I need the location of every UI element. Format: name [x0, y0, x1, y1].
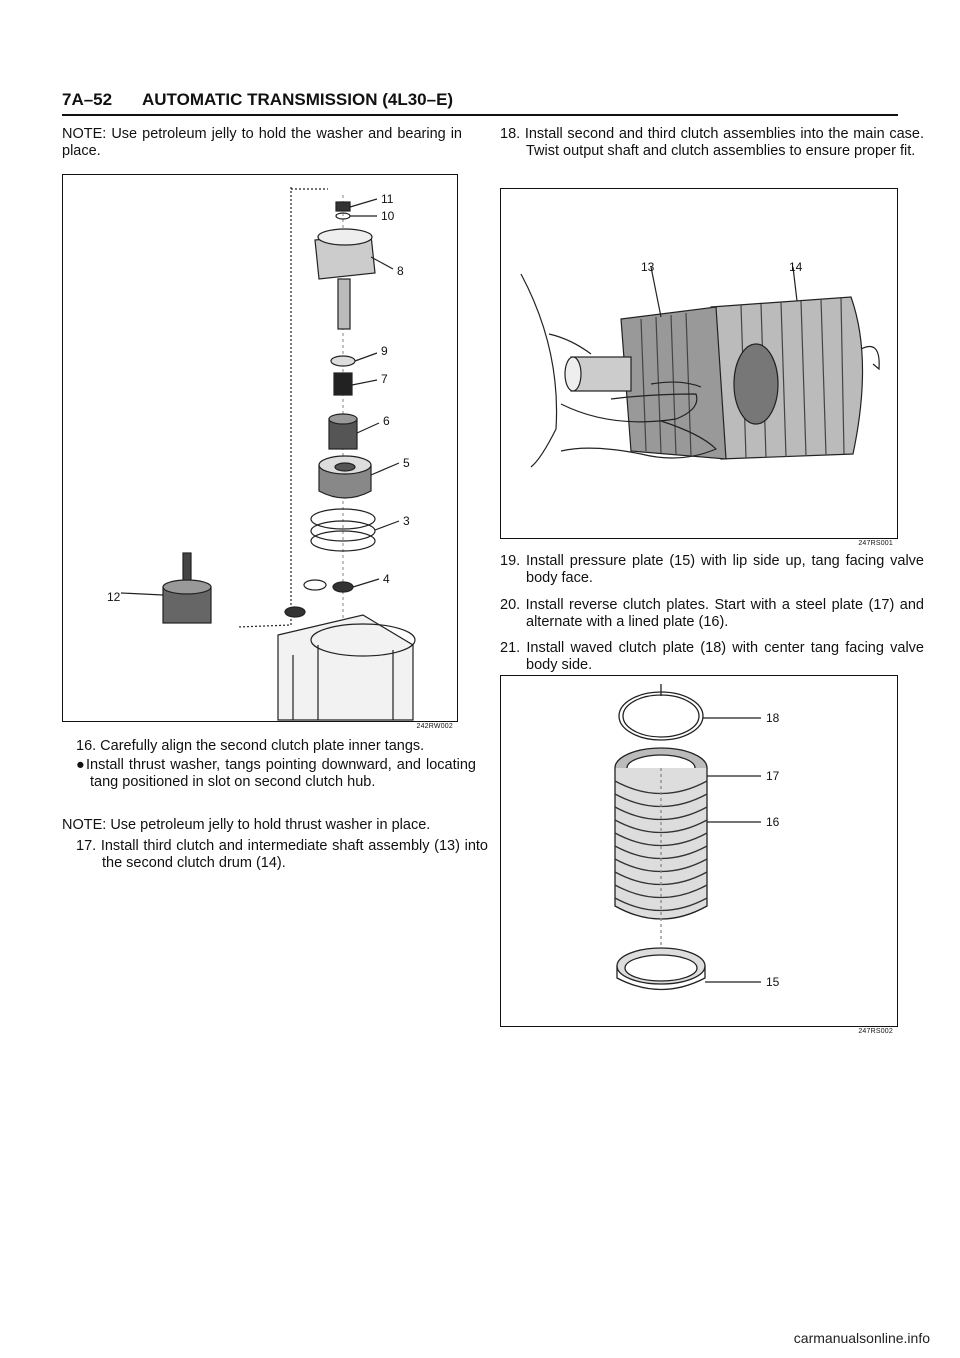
callout-16: 16 — [766, 815, 780, 829]
callout-3: 3 — [403, 514, 410, 528]
figure-clutch-plates — [500, 675, 898, 1035]
callout-15: 15 — [766, 975, 780, 989]
callout-5: 5 — [403, 456, 410, 470]
clutch-plates-illustration — [501, 676, 897, 1026]
figure-code: 242RW002 — [416, 723, 453, 730]
callout-7: 7 — [381, 372, 388, 386]
step-18: 18. Install second and third clutch assemblies into the main case. Twist output shaft and clutch assemblies to ensure proper fit. — [500, 126, 924, 159]
callout-18: 18 — [766, 711, 780, 725]
callout-9: 9 — [381, 344, 388, 358]
callout-11: 11 — [381, 192, 394, 206]
callout-12: 12 — [107, 590, 121, 604]
step-17: 17. Install third clutch and intermediate shaft assembly (13) into the second clutch drum (14). — [76, 838, 488, 871]
bullet-text: Install thrust washer, tangs pointing downward, and locating tang positioned in slot on second clutch hub. — [86, 757, 476, 790]
watermark: carmanualsonline.info — [793, 1330, 930, 1346]
callout-10: 10 — [381, 209, 395, 223]
figure-clutch-exploded-view — [62, 174, 458, 730]
step-20: 20. Install reverse clutch plates. Start with a steel plate (17) and alternate with a lined plate (16). — [500, 597, 924, 630]
installation-illustration — [501, 189, 897, 538]
callout-17: 17 — [766, 769, 780, 783]
note-thrust-washer: NOTE: Use petroleum jelly to hold thrust washer in place. — [62, 817, 431, 833]
callout-13: 13 — [641, 260, 655, 274]
figure-code: 247RS001 — [858, 540, 893, 547]
figure-code: 247RS002 — [858, 1028, 893, 1035]
callout-8: 8 — [397, 264, 404, 278]
callout-6: 6 — [383, 414, 390, 428]
page-number: 7A–52 — [62, 90, 113, 109]
note-washer-bearing: NOTE: Use petroleum jelly to hold the washer and bearing in place. — [62, 126, 462, 159]
section-title: AUTOMATIC TRANSMISSION (4L30–E) — [142, 90, 454, 109]
bullet-icon: ● — [76, 757, 85, 773]
step-16: 16. Carefully align the second clutch plate inner tangs. — [76, 738, 425, 754]
callout-14: 14 — [789, 260, 803, 274]
exploded-view-illustration — [63, 175, 457, 721]
step-21: 21. Install waved clutch plate (18) with center tang facing valve body side. — [500, 640, 924, 673]
header-rule — [62, 114, 898, 116]
figure-clutch-installation — [500, 188, 898, 547]
step-19: 19. Install pressure plate (15) with lip side up, tang facing valve body face. — [500, 553, 924, 586]
callout-4: 4 — [383, 572, 390, 586]
step-16-bullet — [76, 757, 476, 791]
